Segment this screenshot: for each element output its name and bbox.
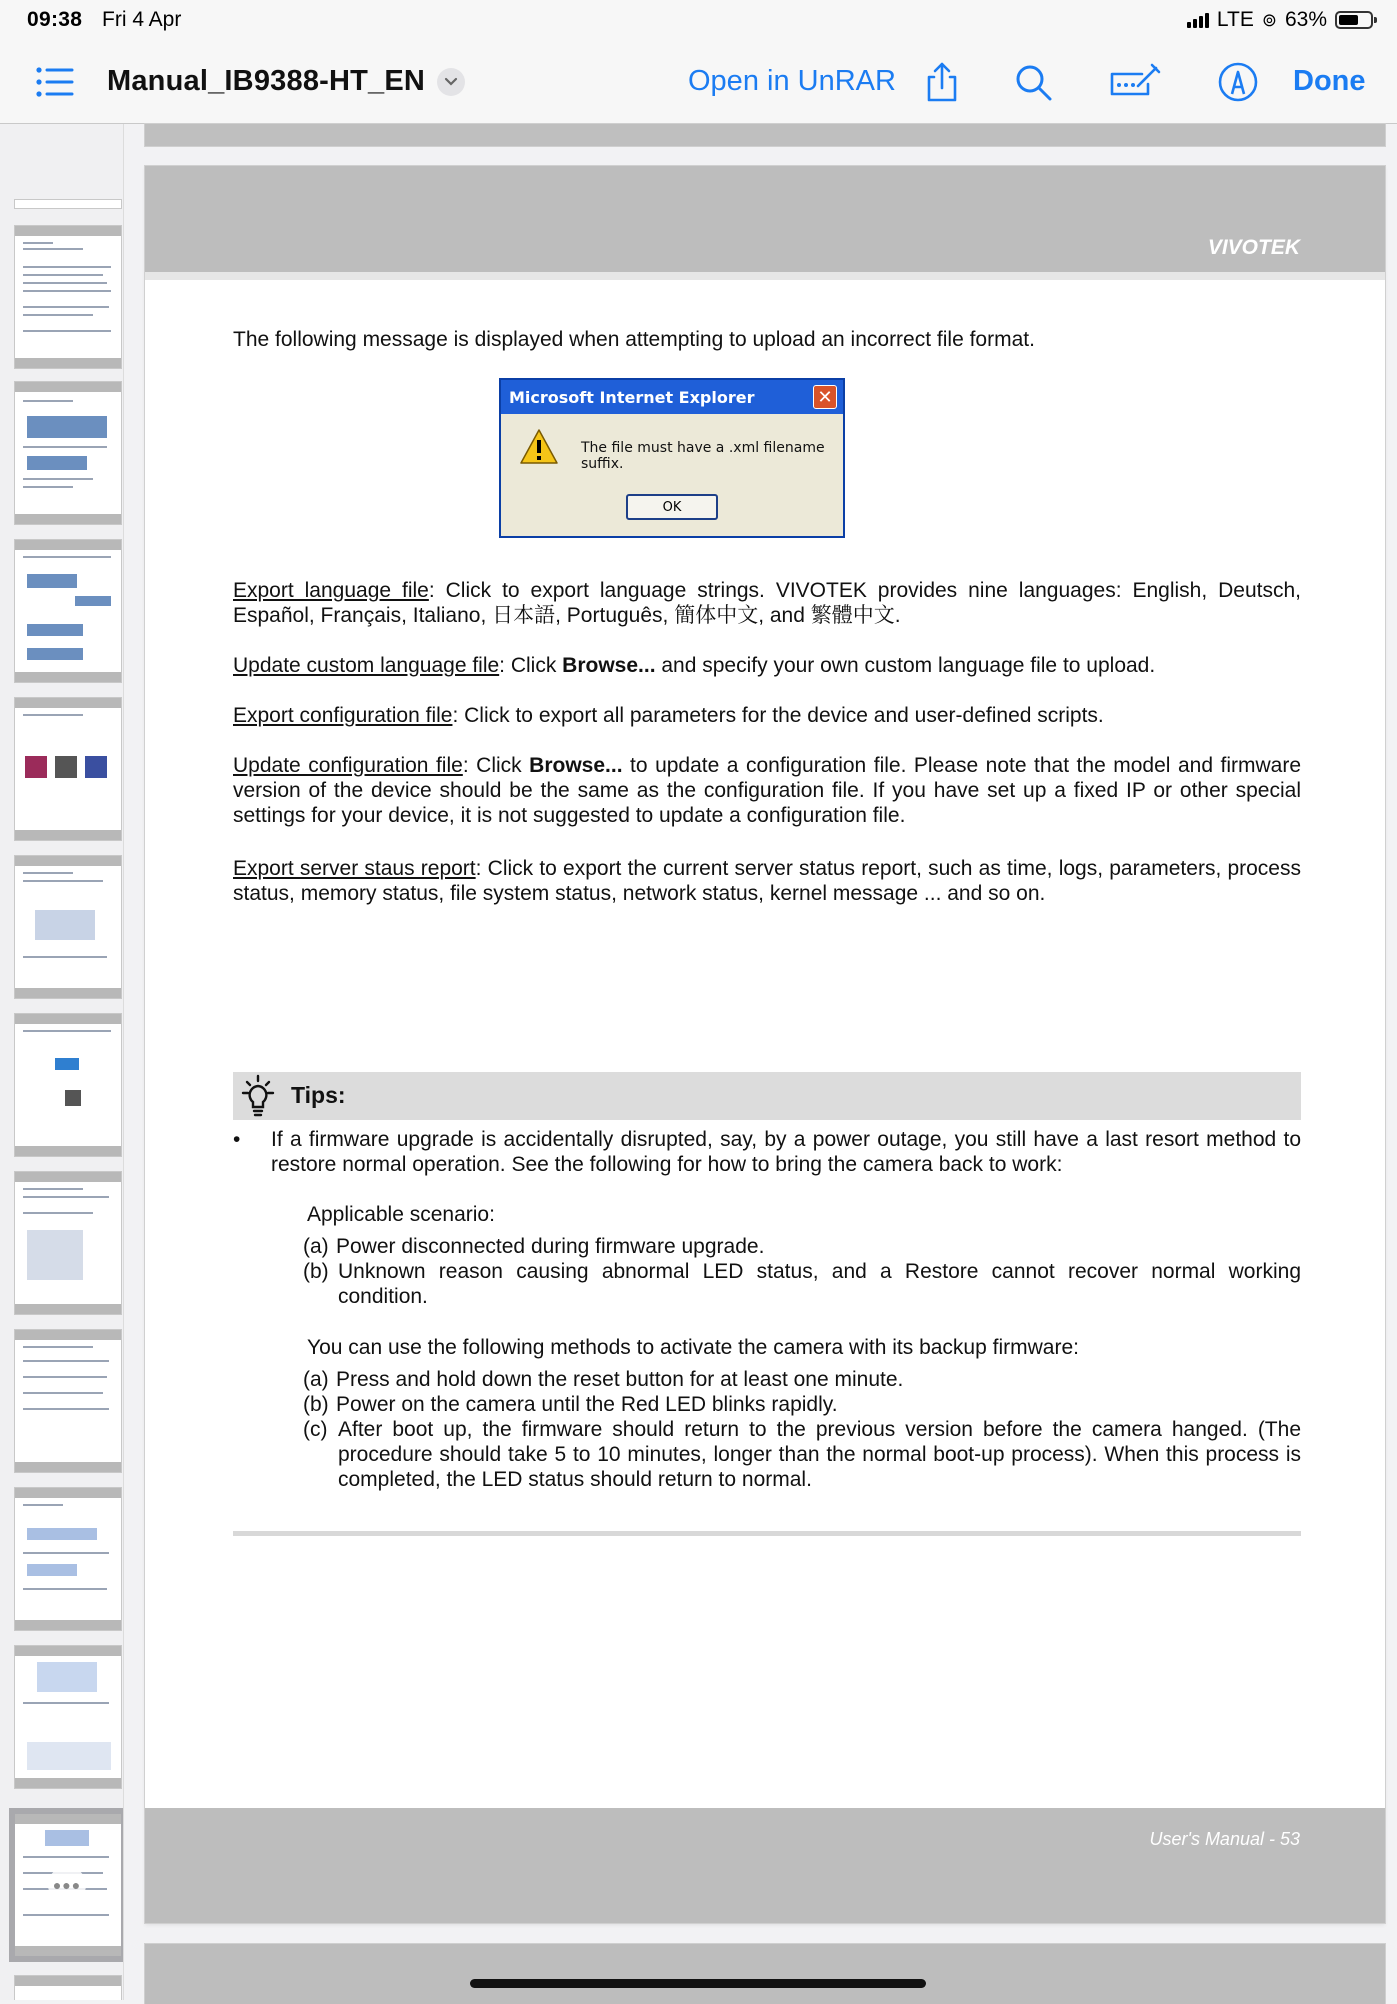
list-item: (a) Power disconnected during firmware upgrade. [303, 1235, 765, 1258]
previous-page-edge [145, 124, 1385, 146]
lightbulb-icon [235, 1074, 281, 1120]
page-thumbnail[interactable] [15, 540, 121, 682]
title-menu-button[interactable] [437, 68, 465, 96]
page-footer [145, 1808, 1385, 1923]
open-in-unrar-button[interactable]: Open in UnRAR [688, 65, 896, 97]
item-export-configuration: Export configuration file: Click to export all parameters for the device and user-defined scripts. [233, 704, 1104, 727]
list-item: (a) Press and hold down the reset button for at least one minute. [303, 1368, 904, 1391]
scenario-heading: Applicable scenario: [307, 1203, 495, 1226]
item-update-configuration: Update configuration file: Click Browse... to update a configuration file. Please note that the model and firmware version of the device should be the same as the configuration file. If you have set up a fixed IP or other special settings for your device, it is not suggested to update a configuration file. [233, 754, 1302, 827]
pen-circle-icon[interactable] [1216, 60, 1260, 104]
item-term: Export language file [233, 579, 429, 602]
status-date: Fri 4 Apr [102, 8, 182, 31]
tips-bullet: • If a firmware upgrade is accidentally disrupted, say, by a power outage, you still have a last resort method to restore normal operation. See the following for how to bring the camera back to work: [233, 1128, 1301, 1176]
page-thumbnail[interactable] [15, 1330, 121, 1472]
status-bar [0, 0, 1397, 40]
page-thumbnail[interactable] [15, 1976, 121, 2000]
toolbar [0, 40, 1397, 124]
page-thumbnail[interactable] [15, 1488, 121, 1630]
orientation-lock-icon: ⊚ [1261, 9, 1277, 30]
section-divider [233, 1531, 1301, 1536]
battery-icon [1335, 11, 1373, 29]
list-icon[interactable] [36, 65, 74, 99]
page-header [145, 166, 1385, 272]
list-item: (b) Power on the camera until the Red LED blinks rapidly. [303, 1393, 838, 1416]
dialog-message: The file must have a .xml filename suffix. [581, 440, 825, 472]
header-divider [145, 272, 1385, 280]
list-item: (c) After boot up, the firmware should return to the previous version before the camera hanged. (The procedure should take 5 to 10 minutes, longer than the normal boot-up process). When this process is completed, the LED status should return to normal. [303, 1418, 1301, 1491]
item-term: Update configuration file [233, 754, 463, 777]
document-page [145, 166, 1385, 1923]
dialog-ok-button: OK [626, 494, 718, 520]
page-thumbnail[interactable] [15, 200, 121, 208]
methods-heading: You can use the following methods to activate the camera with its backup firmware: [307, 1336, 1079, 1359]
item-export-status-report: Export server staus report: Click to export the current server status report, such as time, logs, parameters, process status, memory status, file system status, network status, kernel message ... and so on. [233, 857, 1301, 905]
item-term: Export configuration file [233, 704, 453, 727]
scenario-list [303, 1234, 1301, 1309]
page-thumbnail[interactable] [15, 698, 121, 840]
brand-label: VIVOTEK [1207, 236, 1300, 259]
page-thumbnails-sidebar[interactable] [0, 124, 124, 2000]
page-number-label: User's Manual - 53 [1149, 1829, 1300, 1849]
tips-header [233, 1072, 1301, 1120]
tips-label: Tips: [291, 1082, 346, 1108]
chevron-down-icon [444, 77, 458, 87]
close-icon: ✕ [813, 385, 837, 409]
item-term: Export server staus report [233, 857, 476, 880]
dialog-title: Microsoft Internet Explorer [501, 380, 843, 414]
item-export-language: Export language file: Click to export language strings. VIVOTEK provides nine languages: English, Deutsch, Español, Français, Italiano, 日本語, Português, 簡体中文, and 繁體中文. [233, 579, 1301, 627]
network-label: LTE [1216, 8, 1254, 31]
signal-icon [1187, 12, 1209, 28]
more-options-button[interactable] [48, 1866, 86, 1904]
markup-icon[interactable] [1108, 60, 1162, 104]
intro-text: The following message is displayed when attempting to upload an incorrect file format. [233, 328, 1035, 351]
page-thumbnail[interactable] [15, 226, 121, 368]
more-dots-icon: ●●● [52, 1877, 82, 1893]
status-time: 09:38 [27, 8, 83, 31]
home-indicator[interactable] [470, 1979, 926, 1988]
page-thumbnail[interactable] [15, 382, 121, 524]
search-icon[interactable] [1011, 60, 1055, 104]
page-thumbnail[interactable] [15, 856, 121, 998]
share-icon[interactable] [920, 60, 964, 104]
bullet-mark: • [233, 1128, 241, 1151]
page-thumbnail[interactable] [15, 1014, 121, 1156]
battery-percent: 63% [1284, 8, 1327, 31]
next-page-edge [145, 1944, 1385, 2004]
item-term: Update custom language file [233, 654, 500, 677]
list-item: (b) Unknown reason causing abnormal LED status, and a Restore cannot recover normal working condition. [303, 1260, 1301, 1308]
methods-list [303, 1367, 1301, 1492]
warning-icon [519, 428, 559, 466]
status-right [1187, 8, 1373, 32]
done-button[interactable]: Done [1293, 65, 1366, 97]
document-title[interactable]: Manual_IB9388-HT_EN [107, 65, 426, 97]
item-update-custom-language: Update custom language file: Click Browse... and specify your own custom language file to upload. [233, 654, 1156, 677]
page-thumbnail[interactable] [15, 1646, 121, 1788]
error-dialog-image [499, 378, 845, 538]
page-thumbnail[interactable] [15, 1172, 121, 1314]
